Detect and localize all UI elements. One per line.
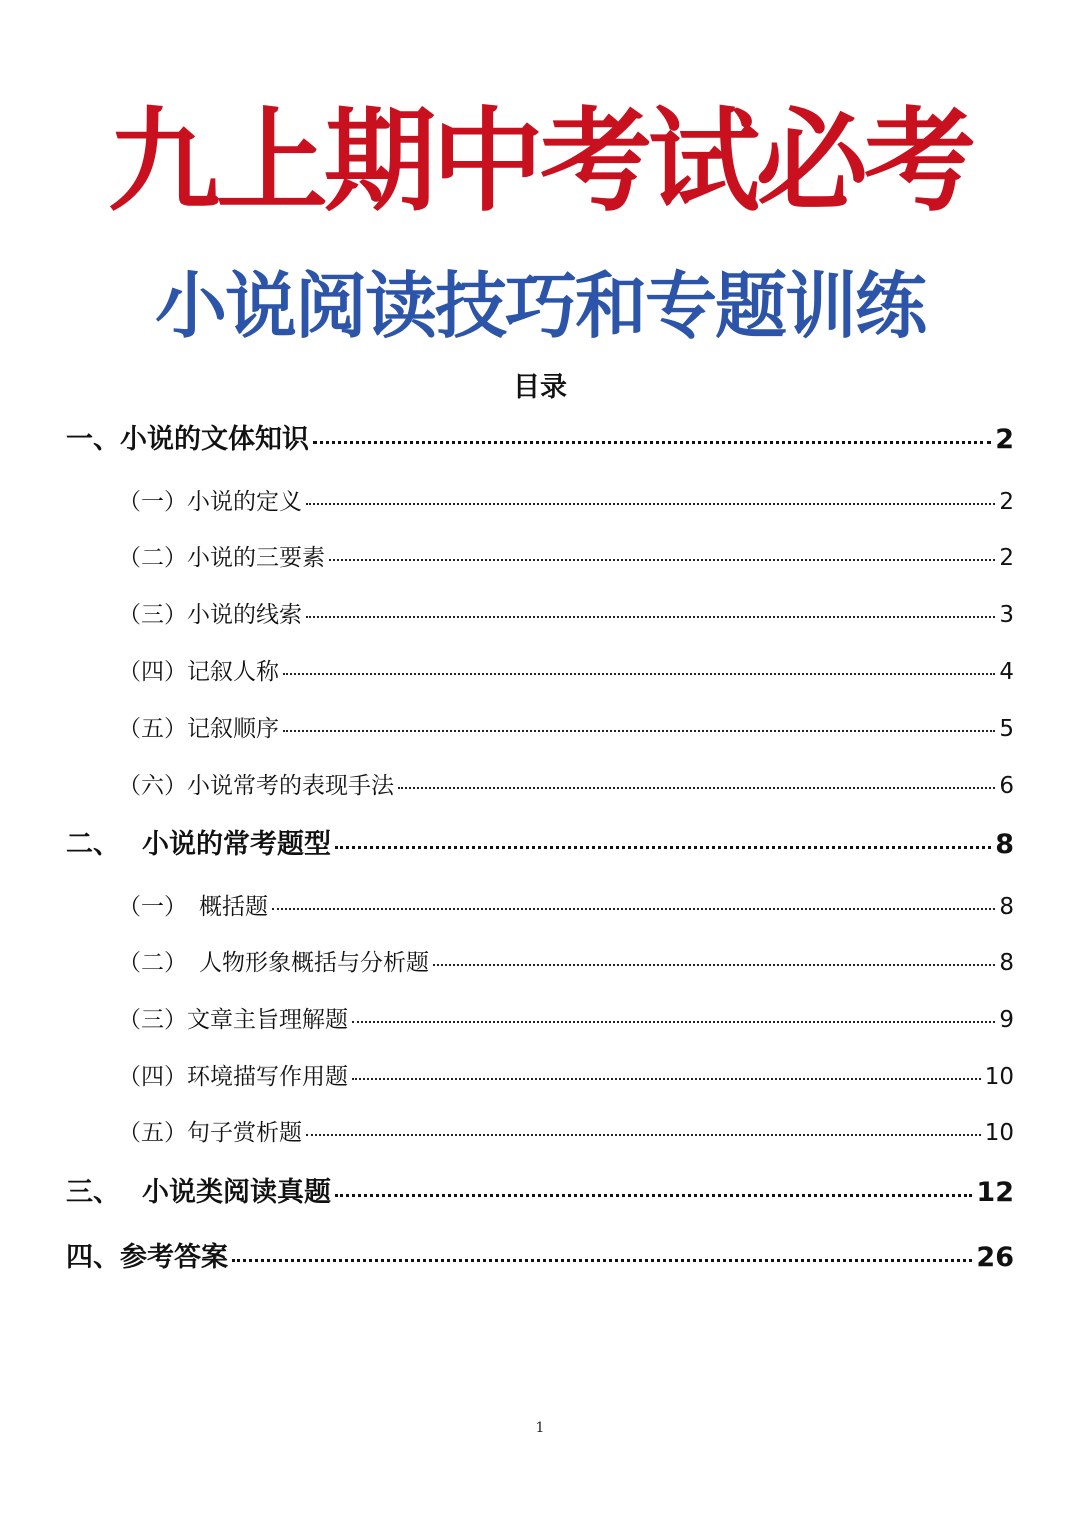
toc-entry-2-1[interactable] [118,890,1014,924]
toc-dot-leader [283,673,995,675]
toc-entry-page: 8 [999,894,1014,920]
toc-entry-title: 小说的线索 [187,602,302,628]
page-number: 1 [535,1420,545,1436]
toc-entry-number: （五） [118,716,187,742]
toc-entry-page: 2 [999,489,1014,515]
toc-entry-title: 记叙顺序 [187,716,279,742]
document-subtitle: 小说阅读技巧和专题训练 [154,264,925,348]
toc-dot-leader [329,559,995,561]
toc-entry-2-2[interactable] [118,946,1014,980]
toc-dot-leader [306,1134,981,1136]
toc-entry-page: 10 [984,1120,1014,1146]
toc-dot-leader [313,441,991,444]
toc-entry-1-3[interactable] [118,598,1014,632]
toc-entry-number: （二） [118,950,187,976]
toc-entry-number: （二） [118,545,187,571]
toc-entry-2-4[interactable] [118,1060,1014,1094]
toc-entry-page: 5 [999,716,1014,742]
toc-entry-title: 小说的常考题型 [142,829,331,860]
toc-entry-page: 6 [999,773,1014,799]
toc-entry-title: 记叙人称 [187,659,279,685]
toc-entry-title: 环境描写作用题 [187,1064,348,1090]
document-title: 九上期中考试必考 [108,97,972,227]
toc-entry-number: 三、 [66,1177,120,1208]
toc-entry-number: 一、 [66,424,120,455]
toc-entry-4[interactable] [66,1238,1014,1278]
toc-dot-leader [272,908,995,910]
toc-entry-page: 9 [999,1007,1014,1033]
toc-dot-leader [433,964,995,966]
toc-entry-title: 句子赏析题 [187,1120,302,1146]
toc-entry-title: 小说常考的表现手法 [187,773,394,799]
toc-entry-number: （四） [118,659,187,685]
toc-dot-leader [232,1259,972,1262]
toc-entry-2-3[interactable] [118,1003,1014,1037]
toc-entry-page: 8 [999,950,1014,976]
toc-entry-title: 参考答案 [120,1242,228,1273]
toc-dot-leader [306,503,995,505]
toc-entry-page: 26 [976,1242,1014,1273]
toc-entry-page: 10 [984,1064,1014,1090]
toc-entry-number: （六） [118,773,187,799]
toc-entry-page: 2 [999,545,1014,571]
toc-entry-number: （三） [118,1007,187,1033]
toc-entry-title: 概括题 [199,894,268,920]
toc-entry-1[interactable] [66,420,1014,460]
toc-entry-page: 12 [976,1177,1014,1208]
toc-dot-leader [306,616,995,618]
toc-entry-1-1[interactable] [118,485,1014,519]
toc-entry-number: （一） [118,894,187,920]
toc-dot-leader [283,730,995,732]
toc-entry-1-2[interactable] [118,541,1014,575]
toc-entry-number: 二、 [66,829,120,860]
toc-entry-number: （三） [118,602,187,628]
toc-entry-title: 小说类阅读真题 [142,1177,331,1208]
toc-entry-page: 2 [995,424,1014,455]
toc-entry-page: 3 [999,602,1014,628]
toc-dot-leader [398,787,995,789]
toc-entry-title: 文章主旨理解题 [187,1007,348,1033]
toc-entry-page: 4 [999,659,1014,685]
toc-entry-page: 8 [995,829,1014,860]
toc-entry-title: 小说的文体知识 [120,424,309,455]
toc-dot-leader [352,1078,981,1080]
toc-entry-number: （一） [118,489,187,515]
toc-heading: 目录 [513,372,567,403]
toc-entry-title: 人物形象概括与分析题 [199,950,429,976]
toc-entry-1-4[interactable] [118,655,1014,689]
toc-entry-2-5[interactable] [118,1116,1014,1150]
toc-entry-title: 小说的三要素 [187,545,325,571]
toc-dot-leader [335,1194,972,1197]
toc-entry-1-6[interactable] [118,769,1014,803]
toc-dot-leader [335,846,991,849]
toc-entry-2[interactable] [66,825,1014,865]
toc-entry-3[interactable] [66,1173,1014,1213]
toc-entry-number: （四） [118,1064,187,1090]
toc-entry-number: （五） [118,1120,187,1146]
toc-entry-title: 小说的定义 [187,489,302,515]
toc-entry-1-5[interactable] [118,712,1014,746]
toc-entry-number: 四、 [66,1242,120,1273]
toc-dot-leader [352,1021,995,1023]
